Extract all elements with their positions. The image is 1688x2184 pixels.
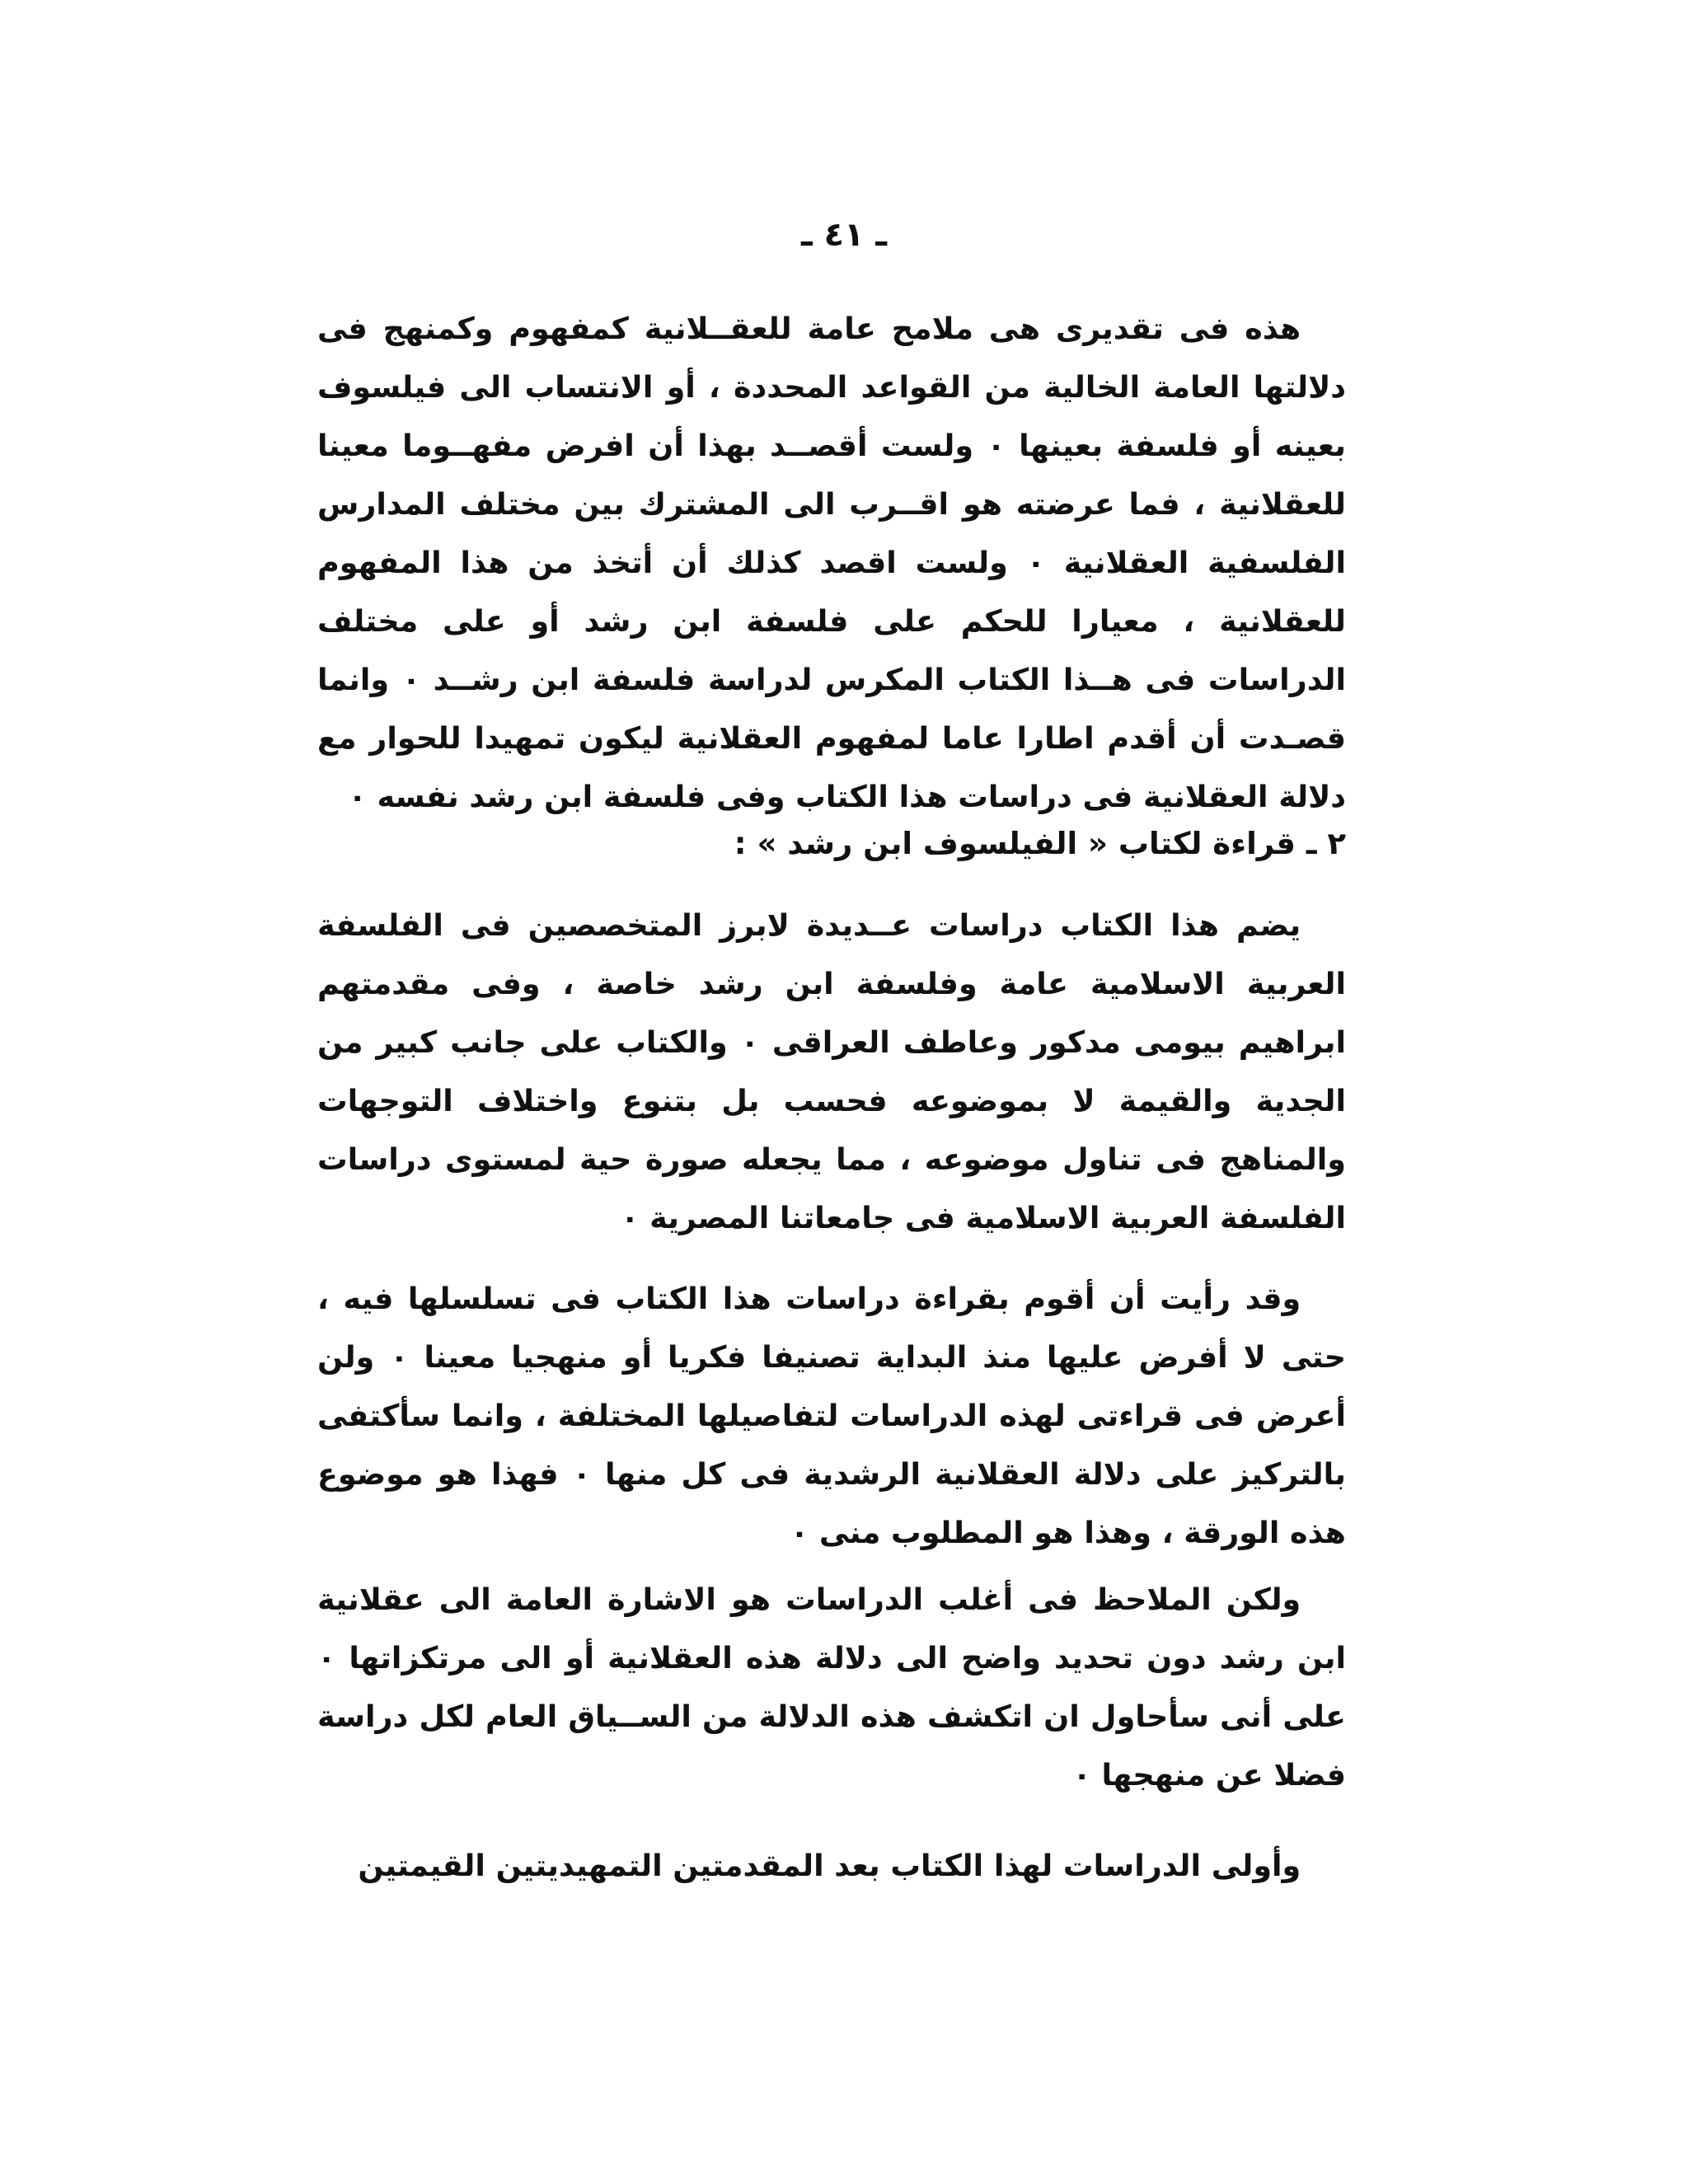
paragraph-rationalism-features: هذه فى تقديرى هى ملامح عامة للعقــلانية كمفهوم وكمنهج فى دلالتها العامة الخالية من القواعد المحددة ، أو الانتساب الى فيلسوف بعينه أو فلسفة بعينها ٠ ولست أقصــد بهذا أن افرض مفهــوما معينا للعقلانية ، فما عرضته هو اقــرب الى المشترك بين مختلف المدارس الفلسفية العقلانية ٠ ولست اقصد كذلك أن أتخذ من هذا المفهوم للعقلانية ، معيارا للحكم على فلسفة ابن رشد أو على مختلف الدراسات فى هــذا الكتاب المكرس لدراسة فلسفة ابن رشــد ٠ وانما قصـدت أن أقدم اطارا عاما لمفهوم العقلانية ليكون تمهيدا للحوار مع دلالة العقلانية فى دراسات هذا الكتاب وفى فلسفة ابن رشد نفسه ٠ (317, 311, 1346, 814)
paragraph-general-observation: ولكن الملاحظ فى أغلب الدراسات هو الاشارة العامة الى عقلانية ابن رشد دون تحديد واضح الى دلالة هذه العقلانية أو الى مرتكزاتها ٠ على أنى سأحاول ان اتكشف هذه الدلالة من الســياق العام لكل دراسة فضلا عن منهجها ٠ (317, 1582, 1346, 1793)
paragraph-reading-approach: وقد رأيت أن أقوم بقراءة دراسات هذا الكتاب فى تسلسلها فيه ، حتى لا أفرض عليها منذ البداية تصنيفا فكريا أو منهجيا معينا ٠ ولن أعرض فى قراءتى لهذه الدراسات لتفاصيلها المختلفة ، وانما سأكتفى بالتركيز على دلالة العقلانية الرشدية فى كل منها ٠ فهذا هو موضوع هذه الورقة ، وهذا هو المطلوب منى ٠ (317, 1281, 1346, 1550)
paragraph-first-study: وأولى الدراسات لهذا الكتاب بعد المقدمتين التمهيديتين القيمتين (358, 1848, 1301, 1883)
paragraph-book-overview: يضم هذا الكتاب دراسات عــديدة لابرز المتخصصين فى الفلسفة العربية الاسلامية عامة وفلسفة ابن رشد خاصة ، وفى مقدمتهم ابراهيم بيومى مدكور وعاطف العراقى ٠ والكتاب على جانب كبير من الجدية والقيمة لا بموضوعه فحسب بل بتنوع واختلاف التوجهات والمناهج فى تناول موضوعه ، مما يجعله صورة حية لمستوى دراسات الفلسفة العربية الاسلامية فى جامعاتنا المصرية ٠ (317, 907, 1346, 1235)
section-heading-text: ٢ ـ قراءة لكتاب « الفيلسوف ابن رشد » : (734, 826, 1346, 861)
page-number: ـ ٤١ ـ (800, 216, 888, 254)
section-heading (317, 814, 1346, 872)
